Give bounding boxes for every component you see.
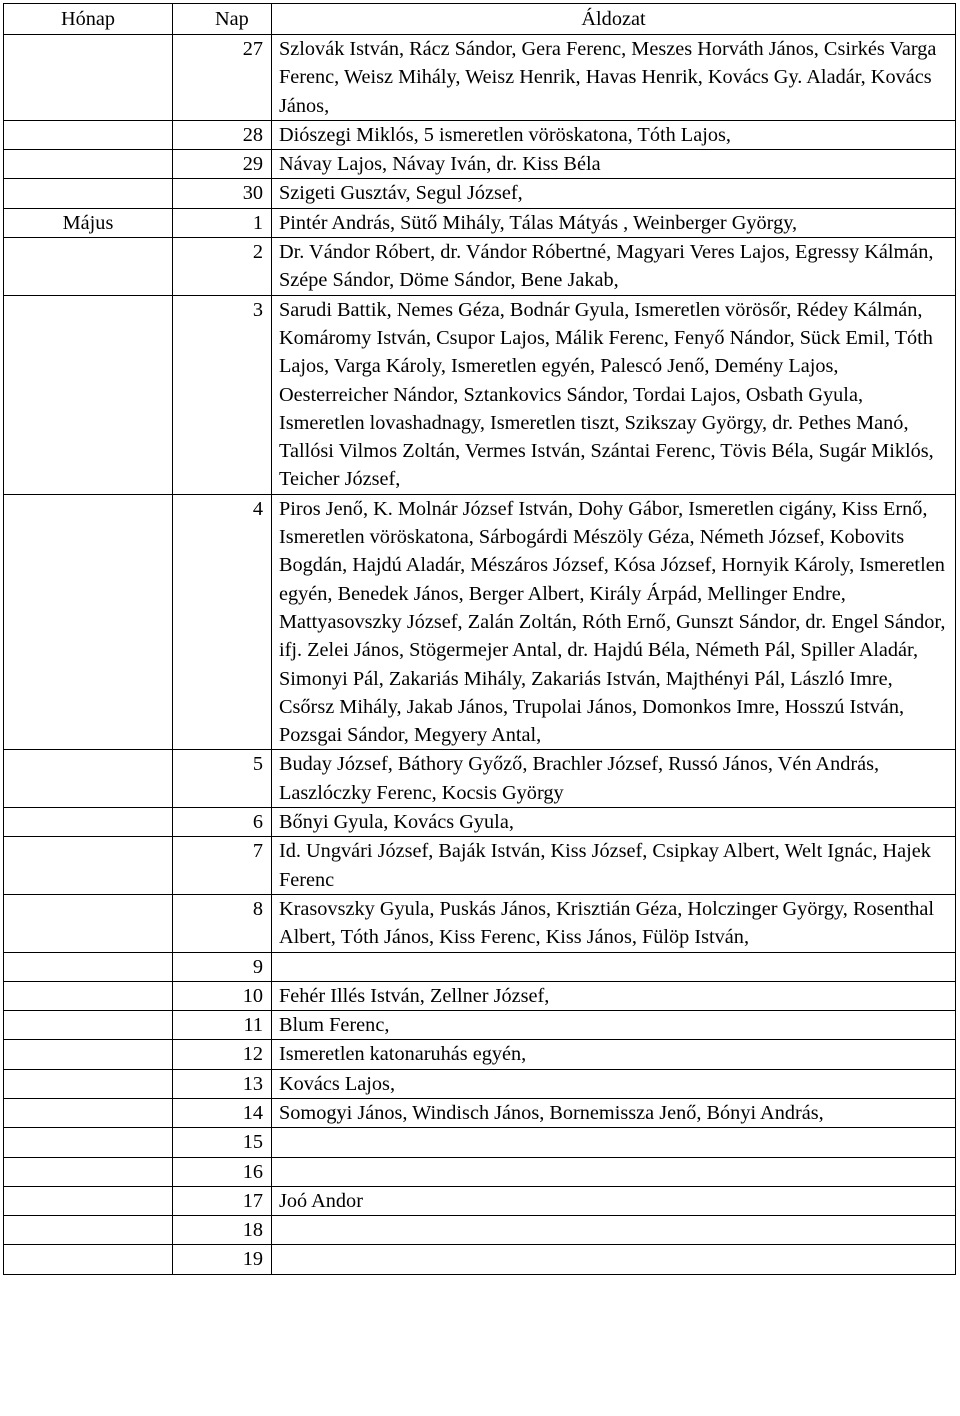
month-cell [4,1157,173,1186]
month-cell [4,494,173,750]
victims-cell: Krasovszky Gyula, Puskás János, Krisztián Géza, Holczinger György, Rosenthal Albert, Tóth János, Kiss Ferenc, Kiss János, Fülöp István, [272,894,956,952]
victims-cell: Dr. Vándor Róbert, dr. Vándor Róbertné, Magyari Veres Lajos, Egressy Kálmán, Szépe Sándor, Döme Sándor, Bene Jakab, [272,238,956,296]
day-cell: 19 [173,1245,272,1274]
victims-cell: Návay Lajos, Návay Iván, dr. Kiss Béla [272,150,956,179]
day-cell: 14 [173,1098,272,1127]
victims-cell: Piros Jenő, K. Molnár József István, Dohy Gábor, Ismeretlen cigány, Kiss Ernő, Ismeretlen vöröskatona, Sárbogárdi Mészöly Géza, Németh József, Kobovits Bogdán, Hajdú Aladár, Mészáros József, Kósa József, Hornyik Károly, Ismeretlen egyén, Benedek János, Berger Albert, Király Árpád, Mellinger Endre, Mattyasovszky József, Zalán Zoltán, Róth Ernő, Gunszt Sándor, dr. Engel Sándor, ifj. Zelei János, Stögermejer Antal, dr. Hajdú Béla, Németh Pál, Spiller Aladár, Simonyi Pál, Zakariás Mihály, Zakariás István, Majthényi Pál, László Imre, Csőrsz Mihály, Jakab János, Trupolai János, Domonkos Imre, Hosszú István, Pozsgai Sándor, Megyery Antal, [272,494,956,750]
month-cell [4,981,173,1010]
day-cell: 3 [173,295,272,494]
victims-cell [272,952,956,981]
day-cell: 16 [173,1157,272,1186]
document-page [3,3,956,1275]
table-row [4,837,956,895]
month-cell [4,1128,173,1157]
day-cell: 5 [173,750,272,808]
victims-cell: Ismeretlen katonaruhás egyén, [272,1040,956,1069]
table-row [4,179,956,208]
day-cell: 30 [173,179,272,208]
month-cell [4,750,173,808]
month-cell [4,1245,173,1274]
month-cell [4,150,173,179]
table-row [4,1186,956,1215]
victims-cell [272,1128,956,1157]
month-cell [4,1186,173,1215]
day-cell: 2 [173,238,272,296]
day-cell: 18 [173,1216,272,1245]
victims-cell: Joó Andor [272,1186,956,1215]
month-cell [4,1098,173,1127]
table-body [4,35,956,1275]
victims-cell: Fehér Illés István, Zellner József, [272,981,956,1010]
victims-cell: Szigeti Gusztáv, Segul József, [272,179,956,208]
day-cell: 17 [173,1186,272,1215]
day-column-header: Nap [173,4,272,35]
header-row [4,4,956,35]
table-row [4,238,956,296]
month-cell [4,808,173,837]
month-cell [4,952,173,981]
table-row [4,35,956,121]
day-cell: 28 [173,120,272,149]
table-row [4,494,956,750]
table-row [4,808,956,837]
victims-cell: Sarudi Battik, Nemes Géza, Bodnár Gyula, Ismeretlen vörösőr, Rédey Kálmán, Komáromy István, Csupor Lajos, Málik Ferenc, Fenyő Nándor, Sück Emil, Tóth Lajos, Varga Károly, Ismeretlen egyén, Palescó Jenő, Demény Lajos, Oesterreicher Nándor, Sztankovics Sándor, Tordai Lajos, Osbath Gyula, Ismeretlen lovashadnagy, Ismeretlen tiszt, Szikszay György, dr. Pethes Manó, Tallósi Vilmos Zoltán, Vermes István, Szántai Ferenc, Tövis Béla, Sugár Miklós, Teicher József, [272,295,956,494]
day-cell: 6 [173,808,272,837]
victims-column-header: Áldozat [272,4,956,35]
table-row [4,1069,956,1098]
day-cell: 9 [173,952,272,981]
day-cell: 8 [173,894,272,952]
table-row [4,1245,956,1274]
month-cell [4,35,173,121]
table-row [4,1040,956,1069]
victims-cell: Id. Ungvári József, Baják István, Kiss József, Csipkay Albert, Welt Ignác, Hajek Ferenc [272,837,956,895]
victims-cell: Szlovák István, Rácz Sándor, Gera Ferenc, Meszes Horváth János, Csirkés Varga Ferenc, Weisz Mihály, Weisz Henrik, Havas Henrik, Kovács Gy. Aladár, Kovács János, [272,35,956,121]
day-cell: 29 [173,150,272,179]
victims-cell: Bőnyi Gyula, Kovács Gyula, [272,808,956,837]
table-row [4,208,956,237]
table-header [4,4,956,35]
table-row [4,981,956,1010]
victims-cell: Buday József, Báthory Győző, Brachler József, Russó János, Vén András, Laszlóczky Ferenc, Kocsis György [272,750,956,808]
day-cell: 12 [173,1040,272,1069]
table-row [4,150,956,179]
month-cell [4,1040,173,1069]
month-column-header: Hónap [4,4,173,35]
table-row [4,750,956,808]
day-cell: 10 [173,981,272,1010]
month-cell [4,238,173,296]
table-row [4,894,956,952]
month-cell [4,837,173,895]
month-cell [4,1069,173,1098]
month-cell [4,894,173,952]
victims-cell: Somogyi János, Windisch János, Bornemissza Jenő, Bónyi András, [272,1098,956,1127]
victims-cell: Diószegi Miklós, 5 ismeretlen vöröskatona, Tóth Lajos, [272,120,956,149]
table-row [4,295,956,494]
table-row [4,1098,956,1127]
victims-cell: Blum Ferenc, [272,1011,956,1040]
victims-cell: Pintér András, Sütő Mihály, Tálas Mátyás , Weinberger György, [272,208,956,237]
victims-cell [272,1245,956,1274]
table-row [4,1011,956,1040]
month-cell [4,1216,173,1245]
table-row [4,1216,956,1245]
day-cell: 11 [173,1011,272,1040]
month-cell: Május [4,208,173,237]
day-cell: 1 [173,208,272,237]
table-row [4,1157,956,1186]
month-cell [4,120,173,149]
table-row [4,1128,956,1157]
day-cell: 7 [173,837,272,895]
victims-table [3,3,956,1275]
month-cell [4,179,173,208]
month-cell [4,1011,173,1040]
month-cell [4,295,173,494]
day-cell: 13 [173,1069,272,1098]
victims-cell [272,1157,956,1186]
table-row [4,120,956,149]
table-row [4,952,956,981]
victims-cell: Kovács Lajos, [272,1069,956,1098]
day-cell: 4 [173,494,272,750]
victims-cell [272,1216,956,1245]
day-cell: 15 [173,1128,272,1157]
day-cell: 27 [173,35,272,121]
